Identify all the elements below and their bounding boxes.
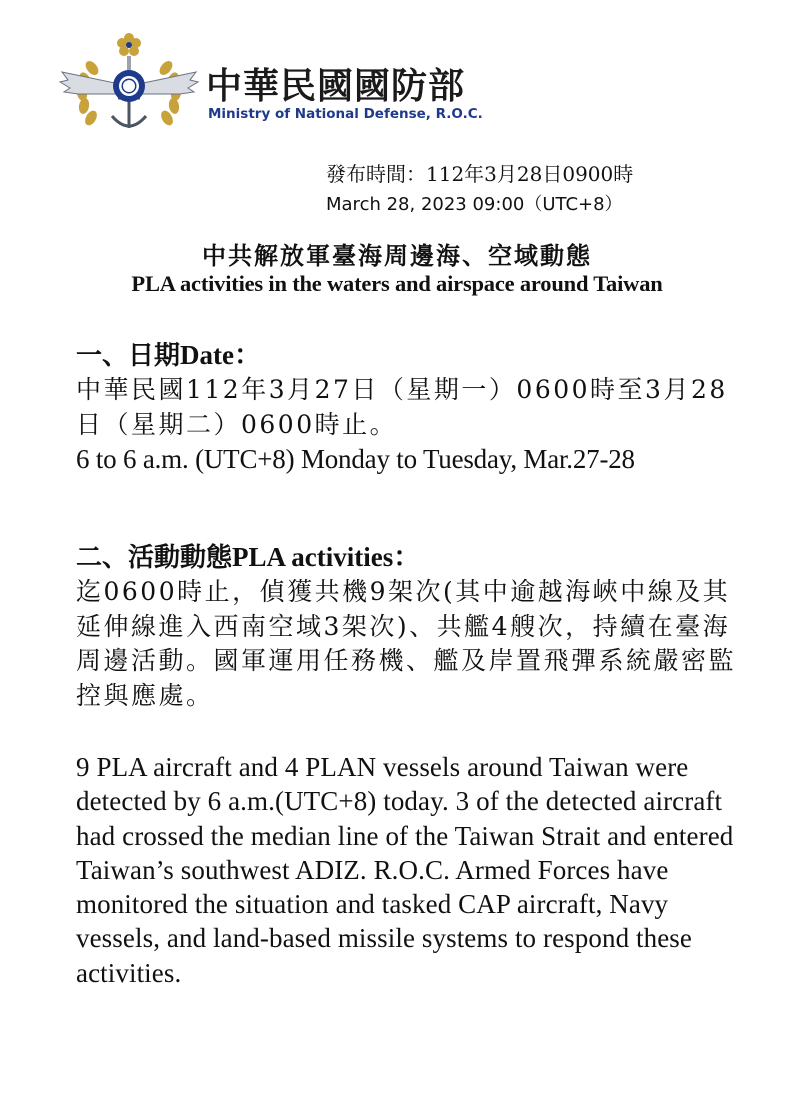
section-date-body-english: 6 to 6 a.m. (UTC+8) Monday to Tuesday, Mar.27-28 (76, 444, 635, 474)
section-activities-english (76, 750, 736, 990)
release-time-chinese: 發布時間：112年3月28日0900時 (326, 162, 634, 186)
section-activities-heading (76, 540, 736, 575)
section-date-heading (76, 338, 736, 373)
org-name-english: Ministry of National Defense, R.O.C. (208, 106, 483, 122)
letterhead (58, 28, 518, 140)
section-activities-heading-en: PLA activities： (232, 542, 421, 572)
section-date-body-chinese: 中華民國112年3月27日（星期一）0600時至3月28日（星期二）0600時止。 (76, 375, 728, 439)
org-name-chinese: 中華民國國防部 (206, 66, 466, 107)
section-activities-body-chinese: 迄0600時止，偵獲共機9架次(其中逾越海峽中線及其延伸線進入西南空域3架次)、共艦4艘次，持續在臺海周邊活動。國軍運用任務機、艦及岸置飛彈系統嚴密監控與應處。 (76, 577, 737, 710)
section-date-heading-en: Date： (180, 340, 261, 370)
section-date-heading-zh: 一、日期 (76, 341, 181, 371)
section-date (76, 338, 736, 476)
mnd-emblem-icon (58, 28, 200, 140)
section-activities (76, 540, 736, 713)
section-activities-heading-zh: 二、活動動態 (76, 543, 233, 573)
document-title-english: PLA activities in the waters and airspace around Taiwan (131, 271, 663, 296)
section-activities-body-english: 9 PLA aircraft and 4 PLAN vessels around Taiwan were detected by 6 a.m.(UTC+8) today. 3 of the detected aircraft had crossed the median line of the Taiwan Strait and entered Taiwan’s southwest ADIZ. R.O.C. Armed Forces have monitored the situation and tasked CAP aircraft, Navy vessels, and land-based missile systems to respond these activities. (76, 752, 734, 988)
document-title-chinese: 中共解放軍臺海周邊海、空域動態 (202, 241, 592, 270)
release-time-english: March 28, 2023 09:00（UTC+8） (326, 194, 623, 215)
